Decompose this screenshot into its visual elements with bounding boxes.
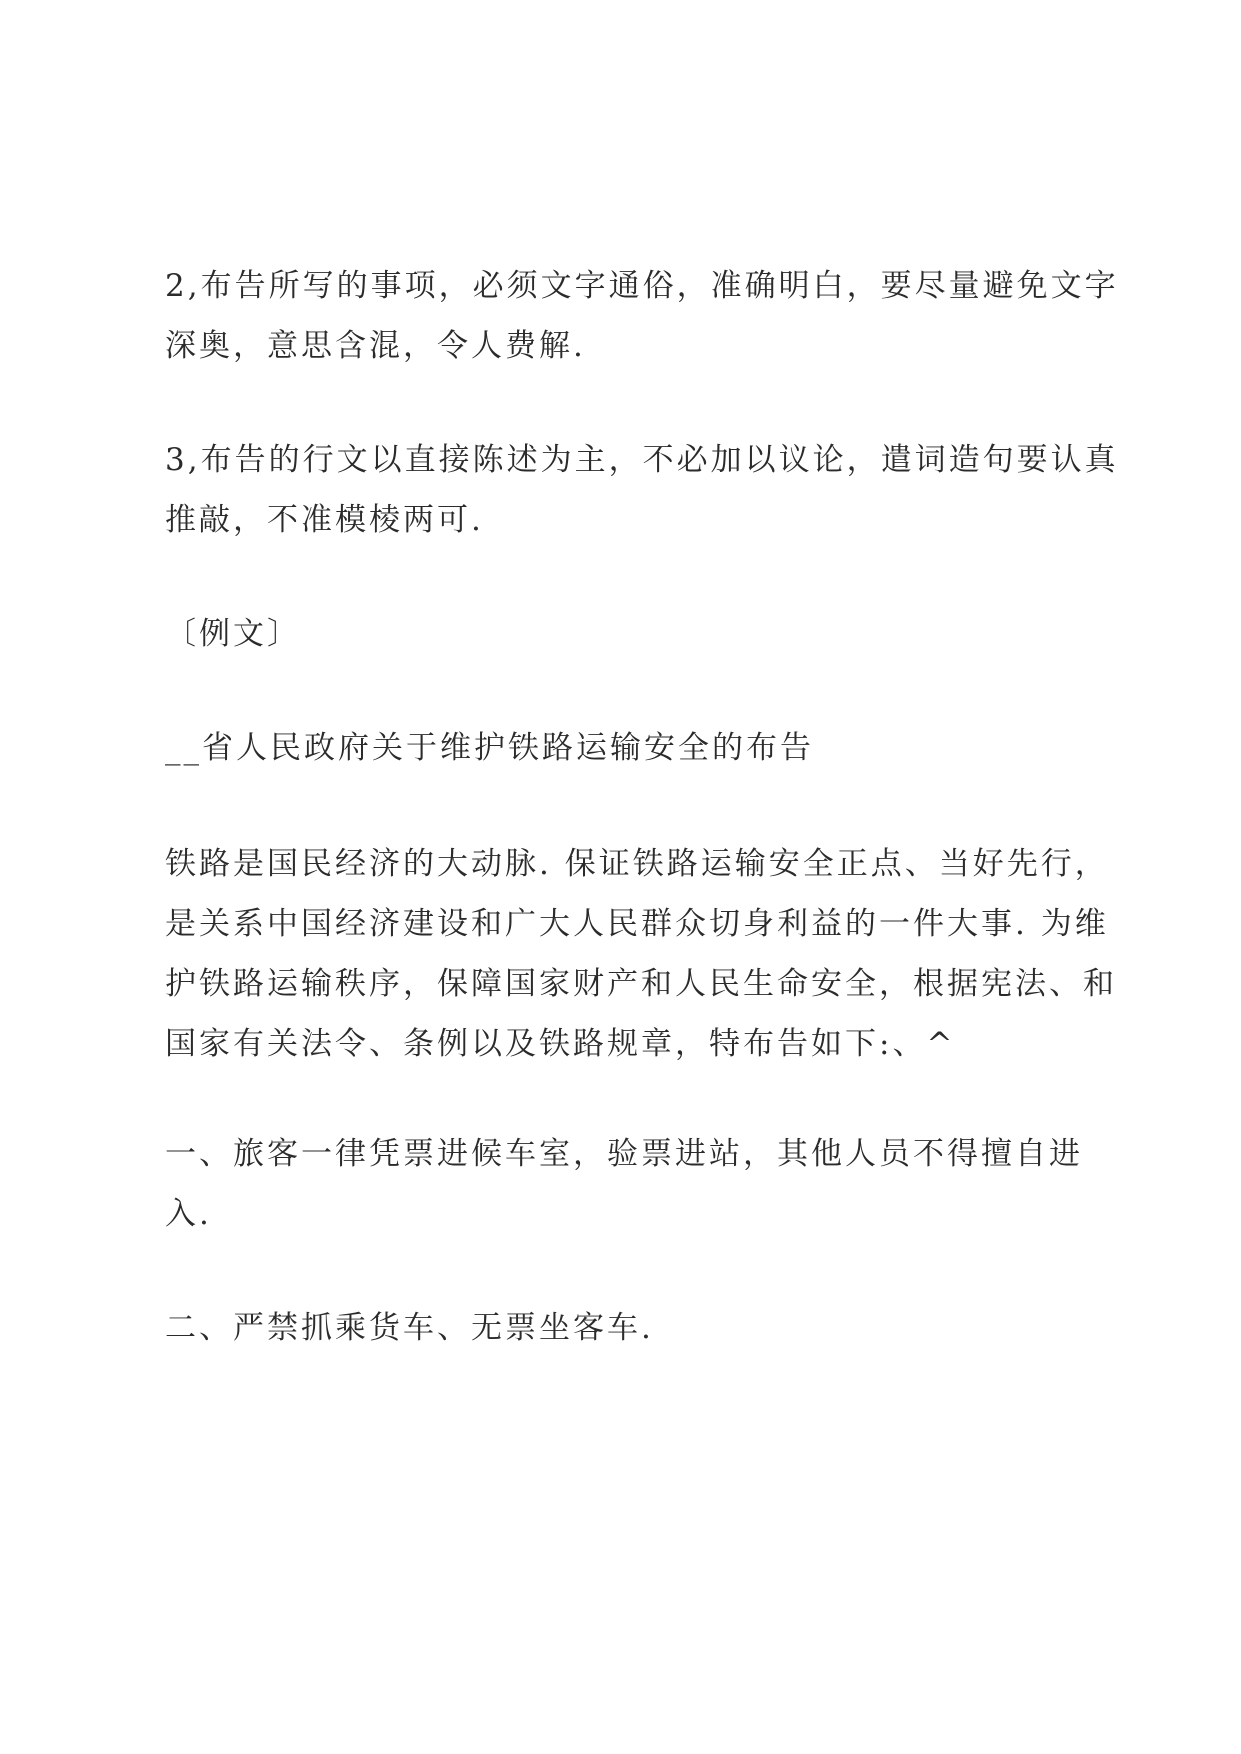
text-line: 深奥，意思含混，令人费解.: [165, 328, 586, 364]
text-line: 〔例文〕: [165, 616, 301, 652]
paragraph-point-3: [165, 430, 1119, 550]
text-line: 护铁路运输秩序，保障国家财产和人民生命安全，根据宪法、和: [165, 966, 1117, 1002]
text-line: 二、严禁抓乘货车、无票坐客车.: [165, 1310, 654, 1346]
text-line: 3,布告的行文以直接陈述为主，不必加以议论，遣词造句要认真: [165, 442, 1119, 478]
text-line: 铁路是国民经济的大动脉. 保证铁路运输安全正点、当好先行，: [165, 846, 1109, 882]
list-item-1: [165, 1124, 1095, 1244]
text-line: 一、旅客一律凭票进候车室，验票进站，其他人员不得擅自进: [165, 1136, 1083, 1172]
paragraph-point-2: [165, 256, 1119, 376]
example-title: [165, 718, 1095, 778]
text-line: 国家有关法令、条例以及铁路规章，特布告如下:、^: [165, 1026, 956, 1062]
list-item-2: [165, 1298, 1095, 1358]
text-line: 2,布告所写的事项，必须文字通俗，准确明白，要尽量避免文字: [165, 268, 1119, 304]
example-label: [165, 604, 1095, 664]
text-line: 入.: [165, 1196, 212, 1232]
text-line: 推敲，不准模棱两可.: [165, 502, 484, 538]
text-line: 是关系中国经济建设和广大人民群众切身利益的一件大事. 为维: [165, 906, 1109, 942]
text-line: __省人民政府关于维护铁路运输安全的布告: [165, 730, 814, 766]
paragraph-intro: [165, 834, 1117, 1074]
